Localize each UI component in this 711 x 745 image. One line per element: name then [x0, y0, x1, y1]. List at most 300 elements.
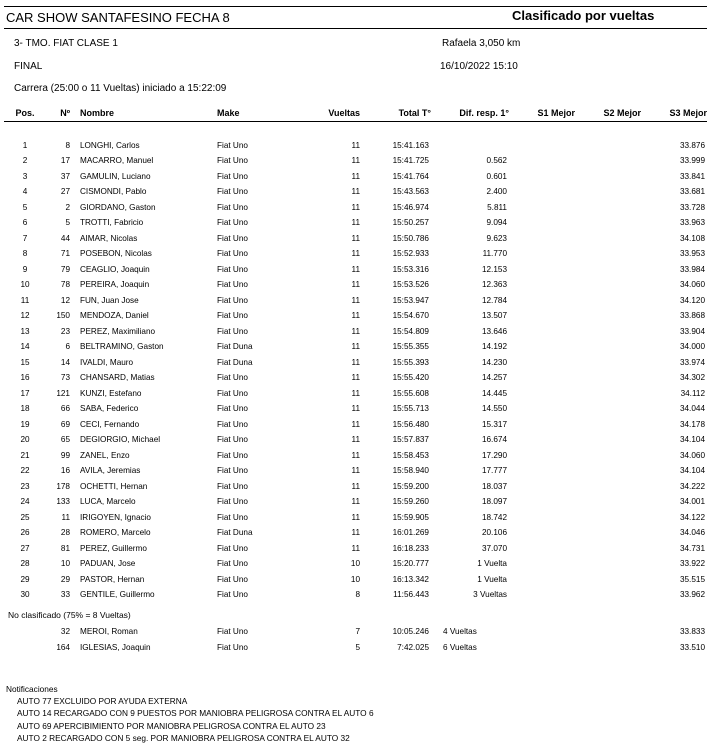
- table-row: [4, 153, 707, 169]
- cell-total: 15:58.940: [392, 466, 429, 476]
- cell-name: CISMONDI, Pablo: [80, 187, 147, 197]
- cell-s2: [575, 370, 641, 386]
- cell-num: 71: [60, 249, 70, 259]
- cell-s3: 34.302: [679, 373, 705, 383]
- cell-diff: 14.192: [481, 342, 507, 352]
- cell-s3: 33.984: [679, 264, 705, 274]
- cell-s3: 34.104: [679, 466, 705, 476]
- cell-pos: 8: [22, 249, 28, 259]
- cell-make: Fiat Uno: [217, 543, 248, 553]
- cell-s2: [575, 386, 641, 402]
- notifications-list: [6, 695, 374, 744]
- cell-s2: [575, 556, 641, 572]
- table-row: [4, 231, 707, 247]
- table-row: [4, 541, 707, 557]
- cell-pos: 15: [20, 357, 30, 367]
- cell-s1: [509, 200, 575, 216]
- cell-pos: 13: [20, 326, 30, 336]
- cell-laps: 11: [351, 373, 360, 383]
- cell-make: Fiat Uno: [217, 419, 248, 429]
- cell-s3: 34.000: [679, 342, 705, 352]
- cell-name: PADUAN, Jose: [80, 559, 136, 569]
- table-row: [4, 640, 707, 656]
- cell-s3: 34.112: [680, 388, 705, 398]
- cell-make: Fiat Uno: [217, 497, 248, 507]
- cell-num: 44: [60, 233, 70, 243]
- cell-diff: 4 Vueltas: [443, 627, 477, 637]
- cell-make: Fiat Uno: [217, 202, 248, 212]
- cell-laps: 11: [351, 202, 360, 212]
- date-label: 16/10/2022 15:10: [440, 61, 518, 72]
- cell-laps: 11: [351, 543, 360, 553]
- cell-make: Fiat Uno: [217, 280, 248, 290]
- cell-make: Fiat Uno: [217, 404, 248, 414]
- cell-make: Fiat Uno: [217, 156, 248, 166]
- cell-laps: 11: [351, 311, 360, 321]
- cell-laps: 11: [351, 233, 360, 243]
- cell-s1: [509, 386, 575, 402]
- table-row: [4, 572, 707, 588]
- cell-s3: 34.120: [679, 295, 705, 305]
- cell-name: GENTILE, Guillermo: [80, 590, 155, 600]
- cell-num: 78: [60, 280, 70, 290]
- cell-diff: 2.400: [486, 187, 507, 197]
- cell-laps: 10: [350, 559, 360, 569]
- cell-s1: [509, 463, 575, 479]
- cell-diff: 1 Vuelta: [477, 574, 507, 584]
- cell-s1: [509, 277, 575, 293]
- cell-s3: 33.963: [679, 218, 705, 228]
- cell-laps: 11: [351, 218, 360, 228]
- cell-diff: 5.811: [487, 202, 507, 212]
- cell-laps: 11: [351, 528, 360, 538]
- table-row: [4, 138, 707, 154]
- cell-num: 99: [60, 450, 70, 460]
- cell-make: Fiat Uno: [217, 171, 248, 181]
- cell-name: IGLESIAS, Joaquin: [80, 642, 151, 652]
- cell-num: 178: [56, 481, 70, 491]
- cell-diff: 14.445: [481, 388, 507, 398]
- cell-s3: 33.841: [679, 171, 705, 181]
- cell-s1: [509, 541, 575, 557]
- cell-total: 15:43.563: [392, 187, 429, 197]
- cell-s1: [509, 448, 575, 464]
- cell-pos: 29: [20, 574, 30, 584]
- cell-diff: 12.363: [481, 280, 507, 290]
- cell-num: 121: [56, 388, 70, 398]
- cell-s2: [575, 494, 641, 510]
- cell-diff: 18.037: [481, 481, 507, 491]
- cell-s1: [509, 339, 575, 355]
- table-row: [4, 324, 707, 340]
- cell-num: 12: [60, 295, 70, 305]
- cell-make: Fiat Uno: [217, 326, 248, 336]
- cell-make: Fiat Duna: [217, 357, 253, 367]
- cell-total: 15:53.526: [392, 280, 429, 290]
- cell-num: 29: [60, 574, 70, 584]
- table-row: [4, 417, 707, 433]
- cell-s2: [575, 324, 641, 340]
- cell-s2: [575, 479, 641, 495]
- cell-s2: [575, 262, 641, 278]
- table-row: [4, 587, 707, 603]
- table-row: [4, 624, 707, 640]
- col-make: Make: [217, 108, 240, 118]
- cell-num: 33: [60, 590, 70, 600]
- cell-s1: [509, 324, 575, 340]
- cell-s2: [575, 153, 641, 169]
- cell-total: 16:01.269: [392, 528, 429, 538]
- cell-s2: [575, 308, 641, 324]
- cell-s3: 34.108: [679, 233, 705, 243]
- cell-total: 15:46.974: [392, 202, 429, 212]
- table-row: [4, 184, 707, 200]
- cell-name: LONGHI, Carlos: [80, 140, 140, 150]
- page-subtitle: Clasificado por vueltas: [512, 8, 655, 23]
- cell-num: 5: [65, 218, 70, 228]
- cell-num: 79: [60, 264, 70, 274]
- cell-make: Fiat Duna: [217, 342, 253, 352]
- cell-laps: 11: [351, 326, 360, 336]
- cell-diff: 0.562: [486, 156, 507, 166]
- cell-s1: [509, 556, 575, 572]
- cell-pos: 14: [20, 342, 30, 352]
- cell-make: Fiat Uno: [217, 187, 248, 197]
- cell-laps: 11: [351, 497, 360, 507]
- cell-pos: 30: [20, 590, 30, 600]
- table-row: [4, 200, 707, 216]
- cell-diff: 20.106: [481, 528, 507, 538]
- cell-total: 15:55.355: [392, 342, 429, 352]
- cell-pos: [4, 624, 46, 640]
- header-underline: [4, 122, 707, 138]
- cell-name: IVALDI, Mauro: [80, 357, 134, 367]
- cell-diff: 13.646: [481, 326, 507, 336]
- cell-num: 37: [60, 171, 70, 181]
- top-rule: [4, 6, 707, 7]
- cell-s1: [509, 293, 575, 309]
- cell-laps: 11: [351, 404, 360, 414]
- cell-name: AVILA, Jeremias: [80, 466, 141, 476]
- cell-diff: 37.070: [481, 543, 507, 553]
- cell-laps: 11: [351, 280, 360, 290]
- cell-diff: 17.290: [481, 450, 507, 460]
- cell-num: 23: [60, 326, 70, 336]
- notification-item: AUTO 69 APERCIBIMIENTO POR MANIOBRA PELIGROSA CONTRA EL AUTO 23: [17, 720, 326, 731]
- table-row: [4, 401, 707, 417]
- cell-name: CHANSARD, Matias: [80, 373, 155, 383]
- cell-make: Fiat Uno: [217, 574, 248, 584]
- cell-make: Fiat Uno: [217, 140, 248, 150]
- cell-s1: [509, 215, 575, 231]
- col-diff: Dif. resp. 1°: [459, 108, 509, 118]
- notification-item: AUTO 2 RECARGADO CON 5 seg. POR MANIOBRA PELIGROSA CONTRA EL AUTO 32: [17, 732, 350, 743]
- cell-s3: 34.104: [679, 435, 705, 445]
- col-total: Total T°: [398, 108, 431, 118]
- cell-pos: [4, 640, 46, 656]
- cell-name: POSEBON, Nicolas: [80, 249, 152, 259]
- cell-s3: 33.962: [679, 590, 705, 600]
- cell-name: CEAGLIO, Joaquin: [80, 264, 150, 274]
- col-s2: S2 Mejor: [603, 108, 641, 118]
- cell-s3: 33.904: [679, 326, 705, 336]
- cell-s2: [575, 184, 641, 200]
- cell-s2: [575, 463, 641, 479]
- cell-pos: 23: [20, 481, 30, 491]
- cell-s1: [509, 572, 575, 588]
- cell-total: 15:58.453: [392, 450, 429, 460]
- cell-s1: [509, 510, 575, 526]
- cell-name: PEREZ, Guillermo: [80, 543, 147, 553]
- cell-s3: 33.868: [679, 311, 705, 321]
- cell-s1: [509, 184, 575, 200]
- cell-total: 7:42.025: [397, 642, 429, 652]
- cell-make: Fiat Uno: [217, 466, 248, 476]
- cell-total: 15:55.393: [392, 357, 429, 367]
- cell-name: OCHETTI, Hernan: [80, 481, 148, 491]
- cell-total: 16:18.233: [392, 543, 429, 553]
- table-row: [4, 169, 707, 185]
- cell-s2: [575, 169, 641, 185]
- cell-pos: 20: [20, 435, 30, 445]
- cell-name: SABA, Federico: [80, 404, 139, 414]
- cell-s1: [509, 355, 575, 371]
- table-row: [4, 277, 707, 293]
- cell-laps: 11: [351, 388, 360, 398]
- cell-num: 16: [60, 466, 70, 476]
- cell-diff: 1 Vuelta: [477, 559, 507, 569]
- cell-pos: 19: [20, 419, 30, 429]
- cell-s2: [575, 417, 641, 433]
- cell-pos: 2: [22, 156, 28, 166]
- cell-diff: 15.317: [481, 419, 507, 429]
- cell-total: 15:20.777: [392, 559, 429, 569]
- cell-s1: [509, 494, 575, 510]
- cell-num: 150: [56, 311, 70, 321]
- cell-name: MACARRO, Manuel: [80, 156, 154, 166]
- header-rule: [4, 28, 707, 29]
- cell-laps: 11: [351, 481, 360, 491]
- cell-s2: [575, 510, 641, 526]
- cell-num: 69: [60, 419, 70, 429]
- cell-laps: 11: [351, 357, 360, 367]
- session-label: FINAL: [14, 61, 43, 72]
- cell-diff: 0.601: [486, 171, 507, 181]
- col-name: Nombre: [80, 108, 115, 118]
- cell-num: 10: [60, 559, 70, 569]
- table-row: [4, 432, 707, 448]
- notification-item: AUTO 77 EXCLUIDO POR AYUDA EXTERNA: [17, 696, 188, 707]
- cell-s1: [509, 417, 575, 433]
- cell-name: IRIGOYEN, Ignacio: [80, 512, 151, 522]
- col-laps: Vueltas: [328, 108, 360, 118]
- cell-s3: 33.510: [679, 642, 705, 652]
- cell-name: MENDOZA, Daniel: [80, 311, 149, 321]
- cell-total: 15:53.947: [392, 295, 429, 305]
- cell-s2: [575, 215, 641, 231]
- cell-s3: 33.922: [679, 559, 705, 569]
- cell-s3: 33.681: [679, 187, 705, 197]
- cell-name: ROMERO, Marcelo: [80, 528, 151, 538]
- race-info: Carrera (25:00 o 11 Vueltas) iniciado a 15:22:09: [14, 83, 227, 94]
- cell-name: LUCA, Marcelo: [80, 497, 136, 507]
- not-classified-body: [4, 624, 707, 655]
- cell-make: Fiat Uno: [217, 233, 248, 243]
- cell-laps: 11: [351, 512, 360, 522]
- cell-num: 81: [60, 543, 70, 553]
- table-row: [4, 510, 707, 526]
- cell-num: 66: [60, 404, 70, 414]
- table-row: [4, 215, 707, 231]
- cell-s3: 34.222: [679, 481, 705, 491]
- cell-total: 15:41.764: [392, 171, 429, 181]
- col-num: Nº: [60, 108, 70, 118]
- cell-pos: 18: [20, 404, 30, 414]
- cell-total: 15:52.933: [392, 249, 429, 259]
- cell-make: Fiat Uno: [217, 481, 248, 491]
- cell-laps: 11: [351, 419, 360, 429]
- cell-s3: 33.974: [679, 357, 705, 367]
- cell-s3: 34.044: [679, 404, 705, 414]
- cell-s2: [575, 293, 641, 309]
- page-title: CAR SHOW SANTAFESINO FECHA 8: [6, 10, 230, 25]
- cell-num: 14: [60, 357, 70, 367]
- cell-laps: 11: [351, 342, 360, 352]
- cell-s3: 34.731: [679, 543, 705, 553]
- cell-make: Fiat Uno: [217, 512, 248, 522]
- cell-diff: 14.230: [481, 357, 507, 367]
- cell-pos: 10: [20, 280, 30, 290]
- cell-num: 133: [56, 497, 70, 507]
- cell-laps: 11: [351, 140, 360, 150]
- cell-pos: 22: [20, 466, 30, 476]
- table-row: [4, 463, 707, 479]
- cell-s2: [575, 432, 641, 448]
- cell-laps: 11: [351, 249, 360, 259]
- cell-s2: [575, 401, 641, 417]
- table-row: [4, 448, 707, 464]
- cell-pos: 25: [20, 512, 30, 522]
- cell-total: 15:55.608: [392, 388, 429, 398]
- cell-s3: 34.046: [679, 528, 705, 538]
- cell-pos: 26: [20, 528, 30, 538]
- cell-total: 15:54.809: [392, 326, 429, 336]
- cell-laps: 8: [355, 590, 360, 600]
- cell-total: 15:57.837: [392, 435, 429, 445]
- cell-s1: [509, 262, 575, 278]
- cell-name: ZANEL, Enzo: [80, 450, 130, 460]
- table-row: [4, 525, 707, 541]
- cell-name: PEREIRA, Joaquin: [80, 280, 150, 290]
- cell-total: 11:56.443: [393, 590, 429, 600]
- cell-num: 8: [65, 140, 70, 150]
- category-label: 3- TMO. FIAT CLASE 1: [14, 38, 118, 49]
- cell-num: 17: [60, 156, 70, 166]
- cell-s2: [575, 572, 641, 588]
- table-row: [4, 355, 707, 371]
- cell-s2: [575, 587, 641, 603]
- cell-pos: 24: [20, 497, 30, 507]
- cell-total: 15:59.200: [392, 481, 429, 491]
- cell-diff: 14.550: [481, 404, 507, 414]
- cell-total: 15:55.420: [392, 373, 429, 383]
- cell-laps: 11: [351, 450, 360, 460]
- cell-s3: 33.876: [679, 140, 705, 150]
- cell-pos: 27: [20, 543, 30, 553]
- cell-make: Fiat Uno: [217, 627, 248, 637]
- cell-name: KUNZI, Estefano: [80, 388, 142, 398]
- cell-make: Fiat Uno: [217, 450, 248, 460]
- cell-name: FUN, Juan Jose: [80, 295, 139, 305]
- cell-pos: 3: [22, 171, 28, 181]
- cell-s1: [509, 308, 575, 324]
- cell-num: 27: [60, 187, 70, 197]
- cell-total: 16:13.342: [392, 574, 429, 584]
- cell-make: Fiat Uno: [217, 373, 248, 383]
- cell-num: 164: [56, 642, 70, 652]
- cell-s1: [509, 525, 575, 541]
- cell-diff: 9.094: [486, 218, 507, 228]
- results-body: [4, 138, 707, 603]
- cell-s1: [509, 138, 575, 154]
- cell-diff: 18.097: [481, 497, 507, 507]
- cell-laps: 10: [350, 574, 360, 584]
- cell-s3: 33.953: [679, 249, 705, 259]
- cell-s1: [509, 153, 575, 169]
- cell-s1: [509, 587, 575, 603]
- table-row: [4, 386, 707, 402]
- cell-total: 10:05.246: [392, 627, 429, 637]
- cell-s1: [509, 231, 575, 247]
- cell-diff: [431, 138, 509, 154]
- cell-total: 15:50.786: [392, 233, 429, 243]
- cell-s2: [575, 355, 641, 371]
- cell-make: Fiat Uno: [217, 590, 248, 600]
- cell-s3: 33.728: [679, 202, 705, 212]
- cell-s1: [509, 432, 575, 448]
- cell-total: 15:56.480: [392, 419, 429, 429]
- col-pos: Pos.: [15, 108, 35, 118]
- cell-diff: 12.784: [481, 295, 507, 305]
- cell-num: 73: [60, 373, 70, 383]
- cell-name: PASTOR, Hernan: [80, 574, 145, 584]
- notifications: [6, 683, 374, 744]
- cell-name: TROTTI, Fabricio: [80, 218, 144, 228]
- cell-s3: 33.999: [679, 156, 705, 166]
- table-row: [4, 494, 707, 510]
- track-label: Rafaela 3,050 km: [442, 38, 521, 49]
- cell-s1: [509, 370, 575, 386]
- cell-s2: [575, 525, 641, 541]
- cell-total: 15:41.725: [392, 156, 429, 166]
- cell-name: DEGIORGIO, Michael: [80, 435, 161, 445]
- cell-num: 11: [61, 512, 70, 522]
- cell-pos: 7: [22, 233, 28, 243]
- notifications-title: Notificaciones: [6, 684, 58, 694]
- cell-pos: 6: [22, 218, 28, 228]
- col-s3: S3 Mejor: [669, 108, 707, 118]
- cell-pos: 11: [20, 295, 30, 305]
- cell-s2: [575, 640, 641, 656]
- cell-diff: 3 Vueltas: [473, 590, 507, 600]
- cell-s2: [575, 624, 641, 640]
- cell-pos: 9: [22, 264, 28, 274]
- col-s1: S1 Mejor: [537, 108, 575, 118]
- cell-num: 6: [65, 342, 70, 352]
- cell-num: 32: [60, 627, 70, 637]
- cell-make: Fiat Uno: [217, 311, 248, 321]
- cell-s2: [575, 246, 641, 262]
